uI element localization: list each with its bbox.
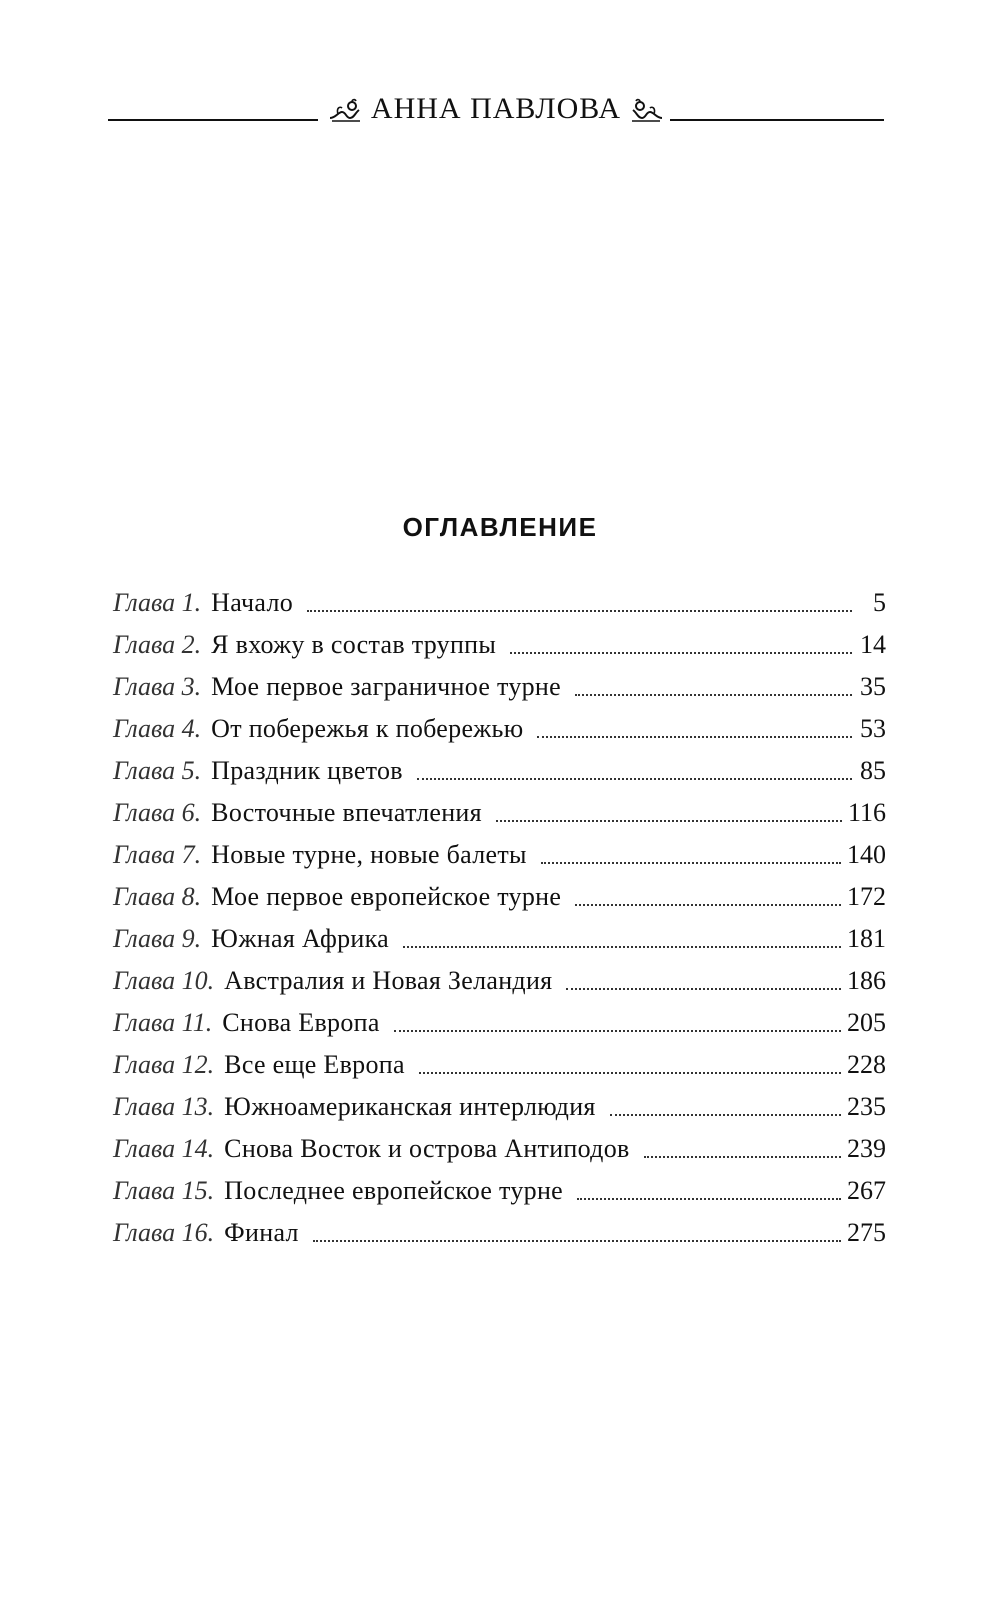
toc-page-number: 235 xyxy=(847,1092,886,1121)
toc-dot-leader xyxy=(644,1156,841,1158)
toc-chapter-title: Я вхожу в состав труппы xyxy=(211,630,497,659)
toc-entry[interactable] xyxy=(113,1044,886,1086)
toc-page-number: 181 xyxy=(847,924,886,953)
toc-chapter-number: Глава 8. xyxy=(113,882,202,911)
toc-page-number: 35 xyxy=(860,672,886,701)
toc-page-number: 186 xyxy=(847,966,886,995)
toc-chapter-number: Глава 15. xyxy=(113,1176,215,1205)
toc-chapter-number: Глава 3. xyxy=(113,672,202,701)
toc-chapter-number: Глава 7. xyxy=(113,840,202,869)
toc-page-number: 140 xyxy=(847,840,886,869)
flourish-ornament-icon xyxy=(328,98,362,124)
toc-chapter-title: Мое первое заграничное турне xyxy=(211,672,561,701)
toc-chapter-title: Снова Европа xyxy=(222,1008,380,1037)
toc-heading: ОГЛАВЛЕНИЕ xyxy=(402,512,598,542)
toc-dot-leader xyxy=(577,1198,841,1200)
toc-entry[interactable] xyxy=(113,1002,886,1044)
toc-dot-leader xyxy=(575,904,841,906)
toc-chapter-number: Глава 5. xyxy=(113,756,202,785)
toc-chapter-title: Начало xyxy=(211,588,294,617)
toc-entry[interactable] xyxy=(113,582,886,624)
toc-dot-leader xyxy=(417,778,852,780)
toc-chapter-number: Глава 13. xyxy=(113,1092,215,1121)
toc-chapter-title: Южноамериканская интерлюдия xyxy=(224,1092,596,1121)
toc-chapter-title: Последнее европейское турне xyxy=(224,1176,563,1205)
toc-chapter-title: Праздник цветов xyxy=(211,756,403,785)
toc-dot-leader xyxy=(575,694,852,696)
toc-chapter-title: Новые турне, новые балеты xyxy=(211,840,527,869)
toc-dot-leader xyxy=(403,946,841,948)
running-head-title: АННА ПАВЛОВА xyxy=(370,92,622,125)
toc-entry[interactable] xyxy=(113,1170,886,1212)
toc-chapter-number: Глава 16. xyxy=(113,1218,215,1247)
toc-entry[interactable] xyxy=(113,918,886,960)
toc-page-number: 228 xyxy=(847,1050,886,1079)
toc-page-number: 275 xyxy=(847,1218,886,1247)
header-rule-left xyxy=(108,119,318,121)
toc-page-number: 205 xyxy=(847,1008,886,1037)
toc-chapter-title: Австралия и Новая Зеландия xyxy=(224,966,553,995)
toc-chapter-number: Глава 2. xyxy=(113,630,202,659)
toc-chapter-title: Восточные впечатления xyxy=(211,798,482,827)
toc-dot-leader xyxy=(566,988,841,990)
running-head-title-group xyxy=(308,92,684,126)
toc-chapter-title: От побережья к побережью xyxy=(211,714,524,743)
toc-dot-leader xyxy=(394,1030,841,1032)
toc-chapter-number: Глава 4. xyxy=(113,714,202,743)
toc-chapter-title: Мое первое европейское турне xyxy=(211,882,562,911)
toc-page-number: 172 xyxy=(847,882,886,911)
toc-entry[interactable] xyxy=(113,708,886,750)
toc-chapter-number: Глава 14. xyxy=(113,1134,215,1163)
toc-page-number: 14 xyxy=(860,630,886,659)
toc-dot-leader xyxy=(496,820,842,822)
toc-dot-leader xyxy=(307,610,852,612)
toc-entry[interactable] xyxy=(113,666,886,708)
toc-entry[interactable] xyxy=(113,1128,886,1170)
toc-chapter-title: Финал xyxy=(224,1218,299,1247)
toc-page-number: 53 xyxy=(860,714,886,743)
toc-chapter-number: Глава 10. xyxy=(113,966,215,995)
toc-entry[interactable] xyxy=(113,1212,886,1254)
toc-page-number: 239 xyxy=(847,1134,886,1163)
toc-dot-leader xyxy=(610,1114,841,1116)
toc-dot-leader xyxy=(510,652,852,654)
toc-entry[interactable] xyxy=(113,750,886,792)
toc-entry[interactable] xyxy=(113,792,886,834)
flourish-ornament-icon xyxy=(630,98,664,124)
header-rule-right xyxy=(670,119,884,121)
table-of-contents xyxy=(113,582,886,1254)
toc-chapter-title: Снова Восток и острова Антиподов xyxy=(224,1134,630,1163)
toc-chapter-number: Глава 1. xyxy=(113,588,202,617)
toc-dot-leader xyxy=(541,862,841,864)
toc-entry[interactable] xyxy=(113,1086,886,1128)
toc-chapter-number: Глава 11. xyxy=(113,1008,213,1037)
toc-page-number: 85 xyxy=(860,756,886,785)
toc-page-number: 116 xyxy=(847,798,886,827)
toc-entry[interactable] xyxy=(113,960,886,1002)
running-head xyxy=(108,92,884,126)
toc-dot-leader xyxy=(537,736,852,738)
toc-page-number: 267 xyxy=(847,1176,886,1205)
toc-chapter-number: Глава 12. xyxy=(113,1050,215,1079)
toc-dot-leader xyxy=(313,1240,841,1242)
toc-entry[interactable] xyxy=(113,834,886,876)
toc-page-number: 5 xyxy=(873,588,886,617)
toc-chapter-number: Глава 9. xyxy=(113,924,202,953)
toc-dot-leader xyxy=(419,1072,841,1074)
toc-entry[interactable] xyxy=(113,876,886,918)
toc-chapter-title: Южная Африка xyxy=(211,924,390,953)
toc-chapter-title: Все еще Европа xyxy=(224,1050,405,1079)
toc-chapter-number: Глава 6. xyxy=(113,798,202,827)
toc-entry[interactable] xyxy=(113,624,886,666)
